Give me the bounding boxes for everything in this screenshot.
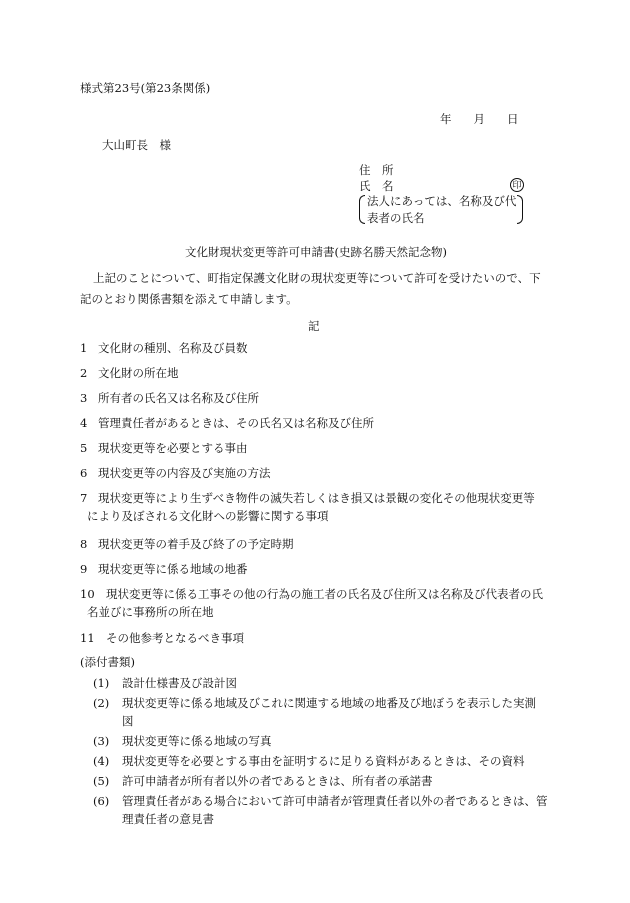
left-bracket [359, 195, 365, 224]
attachment-item: (4) 現状変更等を必要とする事由を証明するに足りる資料があるときは、その資料 [93, 754, 525, 768]
list-item: 4 管理責任者があるときは、その氏名又は名称及び住所 [80, 416, 374, 430]
form-number: 様式第23号(第23条関係) [80, 81, 211, 95]
list-item: 11 その他参考となるべき事項 [80, 631, 244, 645]
date-day-label: 日 [507, 112, 519, 126]
name-label: 氏 名 [359, 179, 394, 193]
list-item: 9 現状変更等に係る地域の地番 [80, 562, 248, 576]
attachment-item: (3) 現状変更等に係る地域の写真 [93, 734, 272, 748]
addressee: 大山町長 様 [102, 138, 171, 152]
list-item: 6 現状変更等の内容及び実施の方法 [80, 466, 271, 480]
list-item: 1 文化財の種別、名称及び員数 [80, 341, 248, 355]
document-title: 文化財現状変更等許可申請書(史跡名勝天然記念物) [185, 245, 447, 259]
attachment-item: (1) 設計仕様書及び設計図 [93, 676, 237, 690]
list-item: 7 現状変更等により生ずべき物件の滅失若しくはき損又は景観の変化その他現状変更等 により及ぼされる文化財への影響に関する事項 [80, 491, 535, 523]
attachment-item: (6) 管理責任者がある場合において許可申請者が管理責任者以外の者であるときは、管 理責任者の意見書 [93, 794, 548, 826]
attachments-heading: (添付書類) [80, 655, 135, 669]
list-item: 10 現状変更等に係る工事その他の行為の施工者の氏名及び住所又は名称及び代表者の氏 名並びに事務所の所在地 [80, 587, 543, 619]
list-item: 8 現状変更等の着手及び終了の予定時期 [80, 537, 294, 551]
attachment-item: (2) 現状変更等に係る地域及びこれに関連する地域の地番及び地ぼうを表示した実測 図 [93, 696, 536, 728]
date-year-label: 年 [440, 112, 452, 126]
seal-mark-icon: 印 [510, 178, 524, 192]
ki-heading: 記 [308, 319, 320, 333]
corporate-note [359, 195, 523, 226]
list-item: 5 現状変更等を必要とする事由 [80, 441, 248, 455]
intro-paragraph: 上記のことについて、町指定保護文化財の現状変更等について許可を受けたいので、下 記のとおり関係書類を添えて申請します。 [80, 271, 541, 306]
attachment-item: (5) 許可申請者が所有者以外の者であるときは、所有者の承諾書 [93, 774, 433, 788]
address-label: 住 所 [359, 163, 394, 177]
right-bracket [517, 195, 523, 224]
date-line [440, 111, 519, 128]
list-item: 3 所有者の氏名又は名称及び住所 [80, 391, 259, 405]
corporate-note-text: 法人にあっては、名称及び代 表者の氏名 [367, 194, 517, 225]
list-item: 2 文化財の所在地 [80, 366, 179, 380]
date-month-label: 月 [473, 112, 485, 126]
